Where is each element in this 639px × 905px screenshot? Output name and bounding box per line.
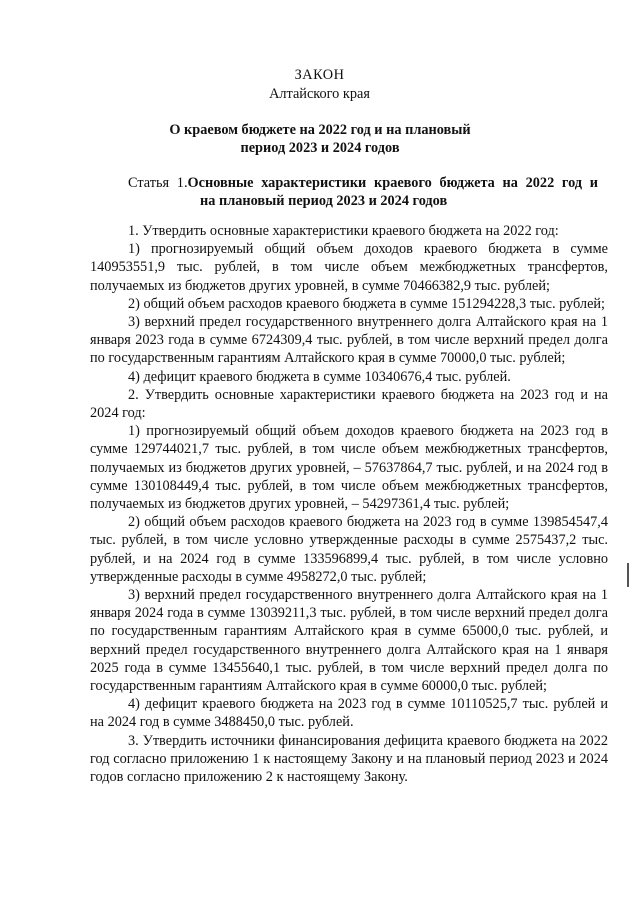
article-title-line-2: на плановый период 2023 и 2024 годов: [200, 193, 448, 210]
article-heading-line-2: [90, 192, 598, 210]
paragraph: 2) общий объем расходов краевого бюджета на 2023 год в сумме 139854547,4 тыс. рублей, в том числе условно утвержденные расходы в сумме 2575437,2 тыс. рублей, и на 2024 год в сумме 133596899,4 тыс. рублей, в том числе условно утвержденные расходы в сумме 4958272,0 тыс. рублей;: [90, 514, 608, 585]
article-title-line-1: Основные характеристики краевого бюджета на 2022 год и: [187, 175, 598, 191]
document-title-line-2: период 2023 и 2024 годов: [240, 140, 400, 157]
paragraph: 4) дефицит краевого бюджета на 2023 год в сумме 10110525,7 тыс. рублей и на 2024 год в сумме 3488450,0 тыс. рублей.: [90, 696, 608, 731]
article-body: [90, 222, 608, 786]
paragraph: 2) общий объем расходов краевого бюджета в сумме 151294228,3 тыс. рублей;: [128, 295, 606, 312]
paragraph: 3. Утвердить источники финансирования дефицита краевого бюджета на 2022 год согласно приложению 1 к настоящему Закону и на плановый период 2023 и 2024 годов согласно приложению 2 к настоящему Закону.: [90, 732, 608, 786]
paragraph: 4) дефицит краевого бюджета в сумме 10340676,4 тыс. рублей.: [128, 368, 511, 385]
paragraph: 1. Утвердить основные характеристики краевого бюджета на 2022 год:: [128, 223, 559, 239]
paragraph: 1) прогнозируемый общий объем доходов краевого бюджета на 2023 год в сумме 129744021,7 тыс. рублей, в том числе объем межбюджетных трансфертов, получаемых из бюджетов других уровней, – 57637864,7 тыс. рублей, и на 2024 год в сумме 130108449,4 тыс. рублей, в том числе объем межбюджетных трансфертов, получаемых из бюджетов других уровней, – 54297361,4 тыс. рублей;: [90, 423, 608, 513]
document-title: [120, 121, 520, 157]
paragraph: 2. Утвердить основные характеристики краевого бюджета на 2023 год и на 2024 год:: [90, 386, 608, 422]
scan-artifact-line: [627, 563, 629, 587]
article-heading: [90, 174, 598, 210]
article-heading-line-1: [90, 174, 598, 192]
document-title-line-1: О краевом бюджете на 2022 год и на плановый: [169, 122, 471, 138]
document-type: ЗАКОН: [294, 67, 345, 83]
paragraph: 3) верхний предел государственного внутреннего долга Алтайского края на 1 января 2024 года в сумме 13039211,3 тыс. рублей, в том числе верхний предел долга по государственным гарантиям Алтайского края в сумме 65000,0 тыс. рублей, и верхний предел государственного внутреннего долга Алтайского края на 1 января 2025 года в сумме 13455640,1 тыс. рублей, в том числе верхний предел долга по государственным гарантиям Алтайского края в сумме 60000,0 тыс. рублей;: [90, 587, 608, 695]
paragraph: 3) верхний предел государственного внутреннего долга Алтайского края на 1 января 2023 года в сумме 6724309,4 тыс. рублей, в том числе верхний предел долга по государственным гарантиям Алтайского края в сумме 70000,0 тыс. рублей;: [90, 314, 608, 367]
article-label: Статья 1.: [128, 175, 188, 191]
document-region: Алтайского края: [269, 86, 370, 102]
paragraph: 1) прогнозируемый общий объем доходов краевого бюджета в сумме 140953551,9 тыс. рублей, в том числе объем межбюджетных трансфертов, получаемых из бюджетов других уровней, в сумме 70466382,9 тыс. рублей;: [90, 241, 608, 294]
